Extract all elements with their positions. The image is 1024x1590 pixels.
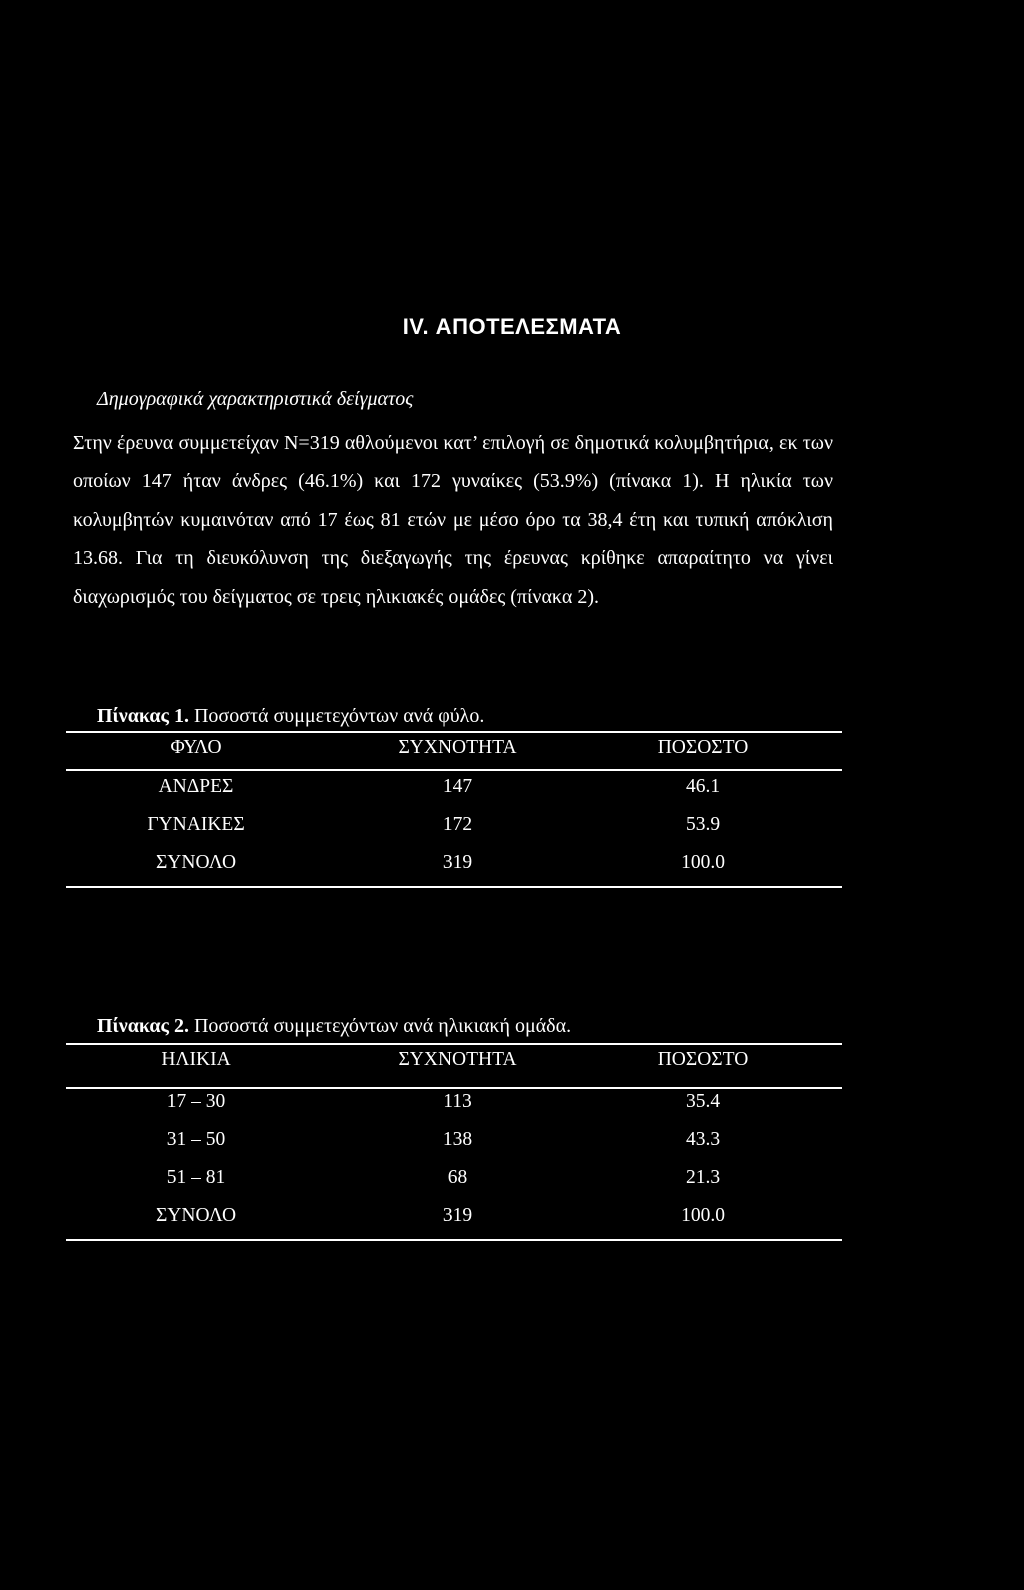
table-1-row-2-label: ΣΥΝΟΛΟ: [155, 852, 237, 873]
table-1-header-frequency: ΣΥΧΝΟΤΗΤΑ: [398, 737, 517, 758]
table-2-caption: [97, 1015, 571, 1038]
table-1-header-rule: [66, 769, 842, 771]
table-2-row-3-frequency: 319: [442, 1205, 473, 1226]
table-1-bottom-rule: [66, 886, 842, 888]
table-2-row-2-percent: 21.3: [685, 1167, 721, 1188]
table-2-row-1-label: 31 – 50: [166, 1129, 226, 1150]
table-1-header-sex: ΦΥΛΟ: [170, 737, 222, 758]
table-1-row-0-frequency: 147: [442, 776, 473, 797]
table-2-row-0-frequency: 113: [443, 1091, 472, 1112]
table-2-row-1-percent: 43.3: [685, 1129, 721, 1150]
table-2-row-1-frequency: 138: [442, 1129, 473, 1150]
table-2-row-0-label: 17 – 30: [166, 1091, 226, 1112]
table-2-header-frequency: ΣΥΧΝΟΤΗΤΑ: [398, 1049, 517, 1070]
table-1-header-percent: ΠΟΣΟΣΤΟ: [657, 737, 749, 758]
table-1-caption: [97, 705, 484, 728]
table-2-header-age: ΗΛΙΚΙΑ: [161, 1049, 231, 1070]
table-2-row-2-frequency: 68: [447, 1167, 468, 1188]
table-1-row-2-frequency: 319: [442, 852, 473, 873]
table-1-row-1-frequency: 172: [442, 814, 473, 835]
table-1-caption-label: Πίνακας 1.: [97, 705, 189, 727]
table-2-header-percent: ΠΟΣΟΣΤΟ: [657, 1049, 749, 1070]
table-1-row-1-percent: 53.9: [685, 814, 721, 835]
table-2-row-3-percent: 100.0: [681, 1205, 725, 1226]
table-2-row-2-label: 51 – 81: [166, 1167, 226, 1188]
table-1-row-2-percent: 100.0: [681, 852, 725, 873]
table-1-top-rule: [66, 731, 842, 733]
body-paragraph: Στην έρευνα συμμετείχαν N=319 αθλούμενοι κατ’ επιλογή σε δημοτικά κολυμβητήρια, εκ των οποίων 147 ήταν άνδρες (46.1%) και 172 γυναίκες (53.9%) (πίνακα 1). Η ηλικία των κολυμβητών κυμαινόταν από 17 έως 81 ετών με μέσο όρο τα 38,4 έτη και τυπική απόκλιση 13.68. Για τη διευκόλυνση της διεξαγωγής της έρευνας κρίθηκε απαραίτητο να γίνει διαχωρισμός του δείγματος σε τρεις ηλικιακές ομάδες (πίνακα 2).: [73, 432, 833, 608]
table-2-header-rule: [66, 1087, 842, 1089]
table-1-row-0-percent: 46.1: [685, 776, 721, 797]
table-2-row-0-percent: 35.4: [685, 1091, 721, 1112]
table-2-top-rule: [66, 1043, 842, 1045]
table-2-row-3-label: ΣΥΝΟΛΟ: [155, 1205, 237, 1226]
table-2-bottom-rule: [66, 1239, 842, 1241]
table-1-row-1-label: ΓΥΝΑΙΚΕΣ: [147, 814, 245, 835]
table-1-row-0-label: ΑΝΔΡΕΣ: [158, 776, 234, 797]
section-title: IV. ΑΠΟΤΕΛΕΣΜΑΤΑ: [402, 314, 622, 339]
subheading: Δημογραφικά χαρακτηριστικά δείγματος: [97, 388, 414, 410]
table-2-caption-text: Ποσοστά συμμετεχόντων ανά ηλικιακή ομάδα.: [193, 1015, 572, 1037]
table-2-caption-label: Πίνακας 2.: [97, 1015, 189, 1037]
table-1-caption-text: Ποσοστά συμμετεχόντων ανά φύλο.: [193, 705, 485, 727]
